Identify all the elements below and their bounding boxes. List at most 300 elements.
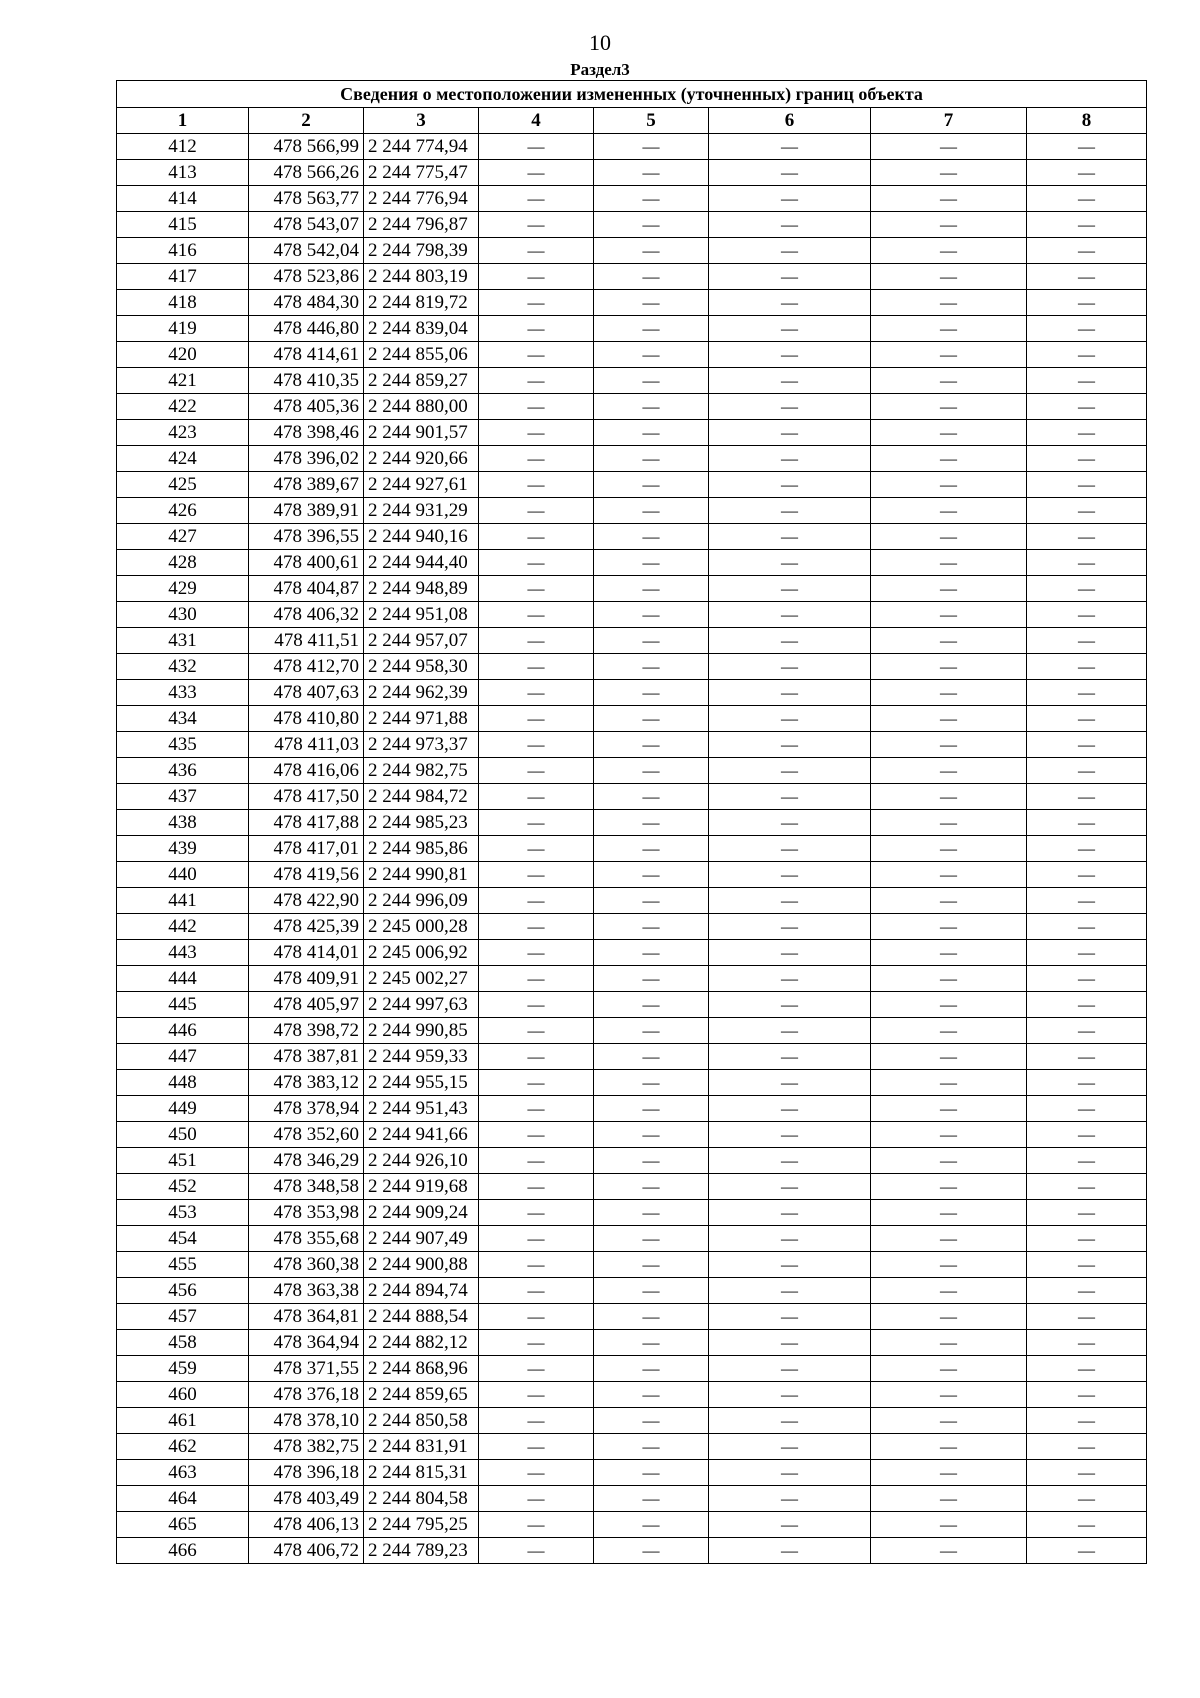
y-coordinate-cell: 2 244 868,96 bbox=[364, 1356, 479, 1382]
point-number-cell: 418 bbox=[117, 290, 249, 316]
empty-cell: — bbox=[871, 576, 1027, 602]
empty-cell: — bbox=[709, 212, 871, 238]
y-coordinate-cell: 2 244 900,88 bbox=[364, 1252, 479, 1278]
empty-cell: — bbox=[871, 784, 1027, 810]
empty-cell: — bbox=[709, 1122, 871, 1148]
empty-cell: — bbox=[479, 1174, 594, 1200]
x-coordinate-cell: 478 360,38 bbox=[249, 1252, 364, 1278]
empty-cell: — bbox=[709, 1538, 871, 1564]
empty-cell: — bbox=[1027, 290, 1147, 316]
column-header: 8 bbox=[1027, 108, 1147, 134]
point-number-cell: 463 bbox=[117, 1460, 249, 1486]
empty-cell: — bbox=[709, 186, 871, 212]
table-row bbox=[117, 1148, 1147, 1174]
empty-cell: — bbox=[871, 1330, 1027, 1356]
y-coordinate-cell: 2 244 796,87 bbox=[364, 212, 479, 238]
empty-cell: — bbox=[479, 1200, 594, 1226]
table-row bbox=[117, 160, 1147, 186]
point-number-cell: 440 bbox=[117, 862, 249, 888]
y-coordinate-cell: 2 244 776,94 bbox=[364, 186, 479, 212]
empty-cell: — bbox=[594, 160, 709, 186]
empty-cell: — bbox=[1027, 1018, 1147, 1044]
empty-cell: — bbox=[1027, 1096, 1147, 1122]
point-number-cell: 455 bbox=[117, 1252, 249, 1278]
empty-cell: — bbox=[871, 342, 1027, 368]
empty-cell: — bbox=[1027, 1252, 1147, 1278]
point-number-cell: 429 bbox=[117, 576, 249, 602]
empty-cell: — bbox=[709, 888, 871, 914]
x-coordinate-cell: 478 404,87 bbox=[249, 576, 364, 602]
empty-cell: — bbox=[709, 1486, 871, 1512]
point-number-cell: 460 bbox=[117, 1382, 249, 1408]
table-row bbox=[117, 1200, 1147, 1226]
empty-cell: — bbox=[871, 1096, 1027, 1122]
point-number-cell: 459 bbox=[117, 1356, 249, 1382]
empty-cell: — bbox=[871, 1356, 1027, 1382]
empty-cell: — bbox=[1027, 160, 1147, 186]
empty-cell: — bbox=[479, 966, 594, 992]
empty-cell: — bbox=[871, 524, 1027, 550]
x-coordinate-cell: 478 542,04 bbox=[249, 238, 364, 264]
x-coordinate-cell: 478 412,70 bbox=[249, 654, 364, 680]
table-row bbox=[117, 290, 1147, 316]
y-coordinate-cell: 2 244 951,43 bbox=[364, 1096, 479, 1122]
table-row bbox=[117, 1044, 1147, 1070]
empty-cell: — bbox=[479, 342, 594, 368]
empty-cell: — bbox=[871, 992, 1027, 1018]
empty-cell: — bbox=[709, 550, 871, 576]
table-row bbox=[117, 1434, 1147, 1460]
y-coordinate-cell: 2 244 850,58 bbox=[364, 1408, 479, 1434]
empty-cell: — bbox=[1027, 238, 1147, 264]
y-coordinate-cell: 2 244 859,65 bbox=[364, 1382, 479, 1408]
x-coordinate-cell: 478 484,30 bbox=[249, 290, 364, 316]
empty-cell: — bbox=[1027, 1460, 1147, 1486]
table-row bbox=[117, 550, 1147, 576]
empty-cell: — bbox=[479, 1356, 594, 1382]
table-row bbox=[117, 888, 1147, 914]
empty-cell: — bbox=[709, 1408, 871, 1434]
x-coordinate-cell: 478 405,97 bbox=[249, 992, 364, 1018]
x-coordinate-cell: 478 406,13 bbox=[249, 1512, 364, 1538]
empty-cell: — bbox=[594, 654, 709, 680]
y-coordinate-cell: 2 244 931,29 bbox=[364, 498, 479, 524]
empty-cell: — bbox=[479, 888, 594, 914]
empty-cell: — bbox=[709, 1070, 871, 1096]
empty-cell: — bbox=[594, 498, 709, 524]
empty-cell: — bbox=[594, 1512, 709, 1538]
table-row bbox=[117, 654, 1147, 680]
x-coordinate-cell: 478 387,81 bbox=[249, 1044, 364, 1070]
empty-cell: — bbox=[594, 1096, 709, 1122]
empty-cell: — bbox=[709, 758, 871, 784]
empty-cell: — bbox=[871, 1434, 1027, 1460]
table-row bbox=[117, 602, 1147, 628]
empty-cell: — bbox=[594, 316, 709, 342]
empty-cell: — bbox=[871, 1122, 1027, 1148]
y-coordinate-cell: 2 244 815,31 bbox=[364, 1460, 479, 1486]
x-coordinate-cell: 478 378,10 bbox=[249, 1408, 364, 1434]
empty-cell: — bbox=[871, 1512, 1027, 1538]
table-row bbox=[117, 238, 1147, 264]
x-coordinate-cell: 478 411,51 bbox=[249, 628, 364, 654]
x-coordinate-cell: 478 414,61 bbox=[249, 342, 364, 368]
table-row bbox=[117, 836, 1147, 862]
table-row bbox=[117, 368, 1147, 394]
y-coordinate-cell: 2 244 804,58 bbox=[364, 1486, 479, 1512]
y-coordinate-cell: 2 244 941,66 bbox=[364, 1122, 479, 1148]
y-coordinate-cell: 2 244 997,63 bbox=[364, 992, 479, 1018]
empty-cell: — bbox=[1027, 1122, 1147, 1148]
page-number: 10 bbox=[589, 30, 611, 55]
point-number-cell: 445 bbox=[117, 992, 249, 1018]
empty-cell: — bbox=[1027, 394, 1147, 420]
empty-cell: — bbox=[594, 1070, 709, 1096]
y-coordinate-cell: 2 244 996,09 bbox=[364, 888, 479, 914]
empty-cell: — bbox=[1027, 758, 1147, 784]
point-number-cell: 452 bbox=[117, 1174, 249, 1200]
empty-cell: — bbox=[594, 420, 709, 446]
empty-cell: — bbox=[871, 1148, 1027, 1174]
empty-cell: — bbox=[1027, 706, 1147, 732]
empty-cell: — bbox=[709, 966, 871, 992]
empty-cell: — bbox=[871, 1174, 1027, 1200]
empty-cell: — bbox=[1027, 212, 1147, 238]
y-coordinate-cell: 2 244 958,30 bbox=[364, 654, 479, 680]
empty-cell: — bbox=[871, 264, 1027, 290]
empty-cell: — bbox=[871, 186, 1027, 212]
point-number-cell: 453 bbox=[117, 1200, 249, 1226]
empty-cell: — bbox=[479, 394, 594, 420]
empty-cell: — bbox=[479, 992, 594, 1018]
point-number-cell: 433 bbox=[117, 680, 249, 706]
point-number-cell: 464 bbox=[117, 1486, 249, 1512]
empty-cell: — bbox=[594, 394, 709, 420]
x-coordinate-cell: 478 406,72 bbox=[249, 1538, 364, 1564]
empty-cell: — bbox=[871, 758, 1027, 784]
empty-cell: — bbox=[709, 134, 871, 160]
table-row bbox=[117, 1252, 1147, 1278]
empty-cell: — bbox=[479, 602, 594, 628]
empty-cell: — bbox=[594, 1330, 709, 1356]
empty-cell: — bbox=[594, 1044, 709, 1070]
point-number-cell: 451 bbox=[117, 1148, 249, 1174]
y-coordinate-cell: 2 244 982,75 bbox=[364, 758, 479, 784]
x-coordinate-cell: 478 396,18 bbox=[249, 1460, 364, 1486]
y-coordinate-cell: 2 244 990,81 bbox=[364, 862, 479, 888]
table-row bbox=[117, 1304, 1147, 1330]
empty-cell: — bbox=[479, 1512, 594, 1538]
table-row bbox=[117, 940, 1147, 966]
y-coordinate-cell: 2 244 920,66 bbox=[364, 446, 479, 472]
empty-cell: — bbox=[871, 1044, 1027, 1070]
empty-cell: — bbox=[709, 1096, 871, 1122]
empty-cell: — bbox=[1027, 1538, 1147, 1564]
empty-cell: — bbox=[871, 706, 1027, 732]
x-coordinate-cell: 478 363,38 bbox=[249, 1278, 364, 1304]
point-number-cell: 412 bbox=[117, 134, 249, 160]
empty-cell: — bbox=[871, 446, 1027, 472]
empty-cell: — bbox=[1027, 420, 1147, 446]
empty-cell: — bbox=[479, 1070, 594, 1096]
empty-cell: — bbox=[479, 446, 594, 472]
table-row bbox=[117, 1070, 1147, 1096]
empty-cell: — bbox=[594, 940, 709, 966]
x-coordinate-cell: 478 398,46 bbox=[249, 420, 364, 446]
table-row bbox=[117, 472, 1147, 498]
empty-cell: — bbox=[594, 1356, 709, 1382]
y-coordinate-cell: 2 244 901,57 bbox=[364, 420, 479, 446]
point-number-cell: 450 bbox=[117, 1122, 249, 1148]
empty-cell: — bbox=[479, 1434, 594, 1460]
empty-cell: — bbox=[1027, 862, 1147, 888]
y-coordinate-cell: 2 244 990,85 bbox=[364, 1018, 479, 1044]
empty-cell: — bbox=[1027, 966, 1147, 992]
table-row bbox=[117, 212, 1147, 238]
column-header: 1 bbox=[117, 108, 249, 134]
empty-cell: — bbox=[594, 862, 709, 888]
point-number-cell: 448 bbox=[117, 1070, 249, 1096]
column-header: 3 bbox=[364, 108, 479, 134]
point-number-cell: 439 bbox=[117, 836, 249, 862]
empty-cell: — bbox=[594, 1252, 709, 1278]
empty-cell: — bbox=[594, 888, 709, 914]
x-coordinate-cell: 478 417,01 bbox=[249, 836, 364, 862]
point-number-cell: 443 bbox=[117, 940, 249, 966]
x-coordinate-cell: 478 414,01 bbox=[249, 940, 364, 966]
empty-cell: — bbox=[479, 836, 594, 862]
empty-cell: — bbox=[871, 1460, 1027, 1486]
empty-cell: — bbox=[479, 1330, 594, 1356]
empty-cell: — bbox=[594, 290, 709, 316]
y-coordinate-cell: 2 244 927,61 bbox=[364, 472, 479, 498]
table-row bbox=[117, 1174, 1147, 1200]
empty-cell: — bbox=[479, 1018, 594, 1044]
empty-cell: — bbox=[594, 680, 709, 706]
empty-cell: — bbox=[1027, 446, 1147, 472]
table-row bbox=[117, 1096, 1147, 1122]
empty-cell: — bbox=[479, 290, 594, 316]
empty-cell: — bbox=[479, 1538, 594, 1564]
empty-cell: — bbox=[479, 1122, 594, 1148]
point-number-cell: 413 bbox=[117, 160, 249, 186]
empty-cell: — bbox=[594, 1148, 709, 1174]
empty-cell: — bbox=[1027, 888, 1147, 914]
empty-cell: — bbox=[1027, 264, 1147, 290]
empty-cell: — bbox=[709, 368, 871, 394]
x-coordinate-cell: 478 398,72 bbox=[249, 1018, 364, 1044]
table-row bbox=[117, 1408, 1147, 1434]
table-row bbox=[117, 784, 1147, 810]
empty-cell: — bbox=[709, 940, 871, 966]
empty-cell: — bbox=[594, 1278, 709, 1304]
empty-cell: — bbox=[479, 576, 594, 602]
table-row bbox=[117, 862, 1147, 888]
empty-cell: — bbox=[709, 992, 871, 1018]
empty-cell: — bbox=[871, 420, 1027, 446]
y-coordinate-cell: 2 244 839,04 bbox=[364, 316, 479, 342]
empty-cell: — bbox=[709, 1304, 871, 1330]
x-coordinate-cell: 478 371,55 bbox=[249, 1356, 364, 1382]
table-row bbox=[117, 1278, 1147, 1304]
point-number-cell: 436 bbox=[117, 758, 249, 784]
table-row bbox=[117, 498, 1147, 524]
empty-cell: — bbox=[1027, 1382, 1147, 1408]
table-row bbox=[117, 1018, 1147, 1044]
empty-cell: — bbox=[871, 134, 1027, 160]
empty-cell: — bbox=[1027, 810, 1147, 836]
x-coordinate-cell: 478 410,80 bbox=[249, 706, 364, 732]
empty-cell: — bbox=[479, 1252, 594, 1278]
x-coordinate-cell: 478 346,29 bbox=[249, 1148, 364, 1174]
empty-cell: — bbox=[709, 472, 871, 498]
table-header-row bbox=[117, 108, 1147, 134]
column-header: 4 bbox=[479, 108, 594, 134]
empty-cell: — bbox=[871, 914, 1027, 940]
point-number-cell: 441 bbox=[117, 888, 249, 914]
point-number-cell: 425 bbox=[117, 472, 249, 498]
empty-cell: — bbox=[1027, 914, 1147, 940]
empty-cell: — bbox=[871, 680, 1027, 706]
empty-cell: — bbox=[479, 1382, 594, 1408]
empty-cell: — bbox=[871, 1226, 1027, 1252]
empty-cell: — bbox=[594, 602, 709, 628]
y-coordinate-cell: 2 244 955,15 bbox=[364, 1070, 479, 1096]
empty-cell: — bbox=[709, 1278, 871, 1304]
empty-cell: — bbox=[871, 654, 1027, 680]
point-number-cell: 456 bbox=[117, 1278, 249, 1304]
empty-cell: — bbox=[1027, 134, 1147, 160]
x-coordinate-cell: 478 410,35 bbox=[249, 368, 364, 394]
empty-cell: — bbox=[709, 316, 871, 342]
table-row bbox=[117, 446, 1147, 472]
table-row bbox=[117, 810, 1147, 836]
empty-cell: — bbox=[871, 160, 1027, 186]
empty-cell: — bbox=[709, 654, 871, 680]
y-coordinate-cell: 2 244 948,89 bbox=[364, 576, 479, 602]
empty-cell: — bbox=[1027, 732, 1147, 758]
column-header: 2 bbox=[249, 108, 364, 134]
point-number-cell: 420 bbox=[117, 342, 249, 368]
empty-cell: — bbox=[709, 342, 871, 368]
table-row bbox=[117, 966, 1147, 992]
section-title: Раздел3 bbox=[570, 60, 630, 79]
table-row bbox=[117, 992, 1147, 1018]
point-number-cell: 462 bbox=[117, 1434, 249, 1460]
y-coordinate-cell: 2 244 798,39 bbox=[364, 238, 479, 264]
empty-cell: — bbox=[1027, 186, 1147, 212]
empty-cell: — bbox=[1027, 1486, 1147, 1512]
point-number-cell: 457 bbox=[117, 1304, 249, 1330]
y-coordinate-cell: 2 244 880,00 bbox=[364, 394, 479, 420]
x-coordinate-cell: 478 411,03 bbox=[249, 732, 364, 758]
empty-cell: — bbox=[709, 1460, 871, 1486]
empty-cell: — bbox=[1027, 498, 1147, 524]
empty-cell: — bbox=[479, 628, 594, 654]
empty-cell: — bbox=[709, 290, 871, 316]
point-number-cell: 419 bbox=[117, 316, 249, 342]
empty-cell: — bbox=[709, 446, 871, 472]
empty-cell: — bbox=[479, 784, 594, 810]
empty-cell: — bbox=[871, 394, 1027, 420]
empty-cell: — bbox=[479, 186, 594, 212]
x-coordinate-cell: 478 389,67 bbox=[249, 472, 364, 498]
table-row bbox=[117, 576, 1147, 602]
empty-cell: — bbox=[871, 472, 1027, 498]
y-coordinate-cell: 2 244 803,19 bbox=[364, 264, 479, 290]
empty-cell: — bbox=[479, 264, 594, 290]
point-number-cell: 422 bbox=[117, 394, 249, 420]
table-row bbox=[117, 758, 1147, 784]
y-coordinate-cell: 2 244 940,16 bbox=[364, 524, 479, 550]
point-number-cell: 434 bbox=[117, 706, 249, 732]
empty-cell: — bbox=[709, 1018, 871, 1044]
point-number-cell: 427 bbox=[117, 524, 249, 550]
table-row bbox=[117, 628, 1147, 654]
empty-cell: — bbox=[709, 498, 871, 524]
x-coordinate-cell: 478 416,06 bbox=[249, 758, 364, 784]
empty-cell: — bbox=[871, 732, 1027, 758]
empty-cell: — bbox=[479, 160, 594, 186]
x-coordinate-cell: 478 382,75 bbox=[249, 1434, 364, 1460]
empty-cell: — bbox=[709, 1200, 871, 1226]
empty-cell: — bbox=[709, 602, 871, 628]
point-number-cell: 416 bbox=[117, 238, 249, 264]
y-coordinate-cell: 2 244 926,10 bbox=[364, 1148, 479, 1174]
empty-cell: — bbox=[479, 212, 594, 238]
empty-cell: — bbox=[594, 706, 709, 732]
empty-cell: — bbox=[709, 524, 871, 550]
point-number-cell: 424 bbox=[117, 446, 249, 472]
empty-cell: — bbox=[594, 1122, 709, 1148]
empty-cell: — bbox=[594, 212, 709, 238]
y-coordinate-cell: 2 244 944,40 bbox=[364, 550, 479, 576]
empty-cell: — bbox=[709, 706, 871, 732]
empty-cell: — bbox=[479, 368, 594, 394]
empty-cell: — bbox=[594, 1200, 709, 1226]
point-number-cell: 415 bbox=[117, 212, 249, 238]
empty-cell: — bbox=[1027, 368, 1147, 394]
empty-cell: — bbox=[594, 992, 709, 1018]
point-number-cell: 428 bbox=[117, 550, 249, 576]
point-number-cell: 458 bbox=[117, 1330, 249, 1356]
point-number-cell: 430 bbox=[117, 602, 249, 628]
empty-cell: — bbox=[871, 836, 1027, 862]
y-coordinate-cell: 2 244 888,54 bbox=[364, 1304, 479, 1330]
empty-cell: — bbox=[871, 1018, 1027, 1044]
empty-cell: — bbox=[479, 732, 594, 758]
x-coordinate-cell: 478 446,80 bbox=[249, 316, 364, 342]
empty-cell: — bbox=[594, 966, 709, 992]
empty-cell: — bbox=[594, 784, 709, 810]
empty-cell: — bbox=[594, 1460, 709, 1486]
point-number-cell: 446 bbox=[117, 1018, 249, 1044]
x-coordinate-cell: 478 417,50 bbox=[249, 784, 364, 810]
empty-cell: — bbox=[709, 810, 871, 836]
empty-cell: — bbox=[871, 602, 1027, 628]
table-row bbox=[117, 1512, 1147, 1538]
y-coordinate-cell: 2 244 774,94 bbox=[364, 134, 479, 160]
empty-cell: — bbox=[594, 1226, 709, 1252]
table-row bbox=[117, 420, 1147, 446]
empty-cell: — bbox=[709, 394, 871, 420]
empty-cell: — bbox=[871, 290, 1027, 316]
empty-cell: — bbox=[1027, 628, 1147, 654]
y-coordinate-cell: 2 244 985,23 bbox=[364, 810, 479, 836]
y-coordinate-cell: 2 244 831,91 bbox=[364, 1434, 479, 1460]
empty-cell: — bbox=[479, 706, 594, 732]
empty-cell: — bbox=[479, 1226, 594, 1252]
